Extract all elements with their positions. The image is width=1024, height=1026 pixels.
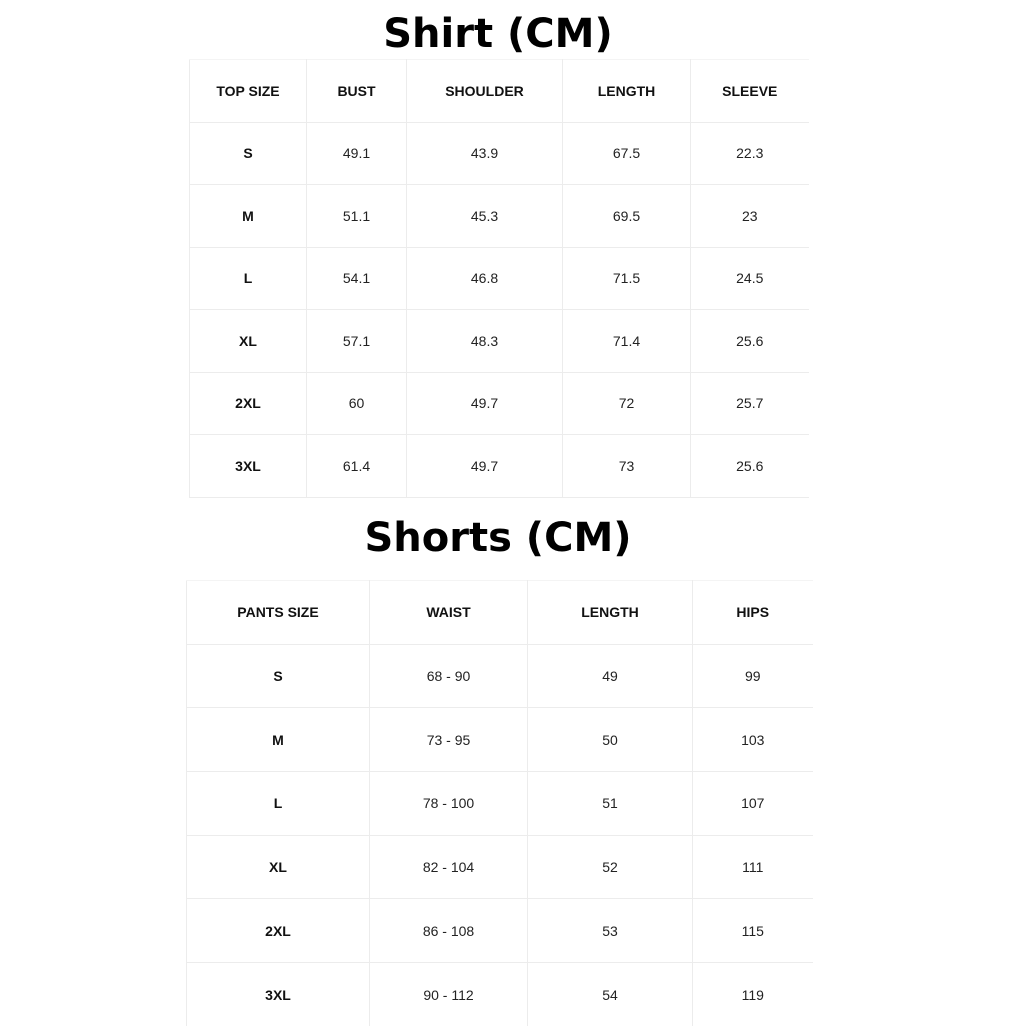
bust-cell: 61.4 (307, 435, 407, 498)
size-cell: S (187, 644, 370, 708)
size-cell: M (187, 708, 370, 772)
table-row (187, 963, 813, 1026)
sleeve-cell: 25.6 (691, 435, 809, 498)
table-row (190, 247, 809, 310)
waist-cell: 82 - 104 (370, 835, 528, 899)
shoulder-cell: 48.3 (407, 310, 563, 373)
size-cell: XL (190, 310, 307, 373)
table-header-row (187, 581, 813, 645)
length-cell: 72 (563, 372, 691, 435)
size-cell: 3XL (190, 435, 307, 498)
shorts-table-title: Shorts (CM) (364, 515, 632, 561)
table-row (190, 185, 809, 248)
column-header-hips: HIPS (693, 581, 813, 645)
waist-cell: 68 - 90 (370, 644, 528, 708)
size-cell: 2XL (190, 372, 307, 435)
size-cell: S (190, 122, 307, 185)
table-row (187, 772, 813, 836)
shoulder-cell: 49.7 (407, 435, 563, 498)
shoulder-cell: 46.8 (407, 247, 563, 310)
sleeve-cell: 24.5 (691, 247, 809, 310)
bust-cell: 54.1 (307, 247, 407, 310)
column-header-shoulder: SHOULDER (407, 60, 563, 123)
sleeve-cell: 23 (691, 185, 809, 248)
hips-cell: 99 (693, 644, 813, 708)
sleeve-cell: 25.6 (691, 310, 809, 373)
shoulder-cell: 45.3 (407, 185, 563, 248)
hips-cell: 103 (693, 708, 813, 772)
length-cell: 73 (563, 435, 691, 498)
sleeve-cell: 25.7 (691, 372, 809, 435)
table-row (187, 835, 813, 899)
bust-cell: 57.1 (307, 310, 407, 373)
shirt-size-table (189, 59, 809, 498)
bust-cell: 60 (307, 372, 407, 435)
shoulder-cell: 49.7 (407, 372, 563, 435)
length-cell: 53 (528, 899, 693, 963)
length-cell: 50 (528, 708, 693, 772)
shorts-size-table (186, 580, 813, 1026)
size-cell: XL (187, 835, 370, 899)
hips-cell: 111 (693, 835, 813, 899)
waist-cell: 78 - 100 (370, 772, 528, 836)
length-cell: 52 (528, 835, 693, 899)
table-row (190, 372, 809, 435)
size-cell: 3XL (187, 963, 370, 1026)
table-row (190, 310, 809, 373)
column-header-top-size: TOP SIZE (190, 60, 307, 123)
waist-cell: 90 - 112 (370, 963, 528, 1026)
column-header-bust: BUST (307, 60, 407, 123)
column-header-pants-size: PANTS SIZE (187, 581, 370, 645)
shoulder-cell: 43.9 (407, 122, 563, 185)
waist-cell: 86 - 108 (370, 899, 528, 963)
column-header-waist: WAIST (370, 581, 528, 645)
size-cell: L (187, 772, 370, 836)
length-cell: 51 (528, 772, 693, 836)
table-header-row (190, 60, 809, 123)
hips-cell: 115 (693, 899, 813, 963)
table-row (187, 708, 813, 772)
size-cell: M (190, 185, 307, 248)
length-cell: 67.5 (563, 122, 691, 185)
hips-cell: 119 (741, 986, 764, 1003)
shirt-table-title: Shirt (CM) (383, 11, 613, 57)
table-row (187, 644, 813, 708)
column-header-length: LENGTH (528, 581, 693, 645)
size-cell: L (190, 247, 307, 310)
bust-cell: 49.1 (307, 122, 407, 185)
sleeve-cell: 22.3 (691, 122, 809, 185)
waist-cell: 73 - 95 (370, 708, 528, 772)
column-header-sleeve: SLEEVE (691, 60, 809, 123)
hips-cell: 107 (693, 772, 813, 836)
length-cell: 69.5 (563, 185, 691, 248)
length-cell: 71.5 (563, 247, 691, 310)
bust-cell: 51.1 (307, 185, 407, 248)
length-cell: 54 (528, 963, 693, 1026)
table-row (187, 899, 813, 963)
length-cell: 49 (528, 644, 693, 708)
column-header-length: LENGTH (563, 60, 691, 123)
table-row (190, 435, 809, 498)
table-row (190, 122, 809, 185)
length-cell: 71.4 (563, 310, 691, 373)
size-cell: 2XL (187, 899, 370, 963)
